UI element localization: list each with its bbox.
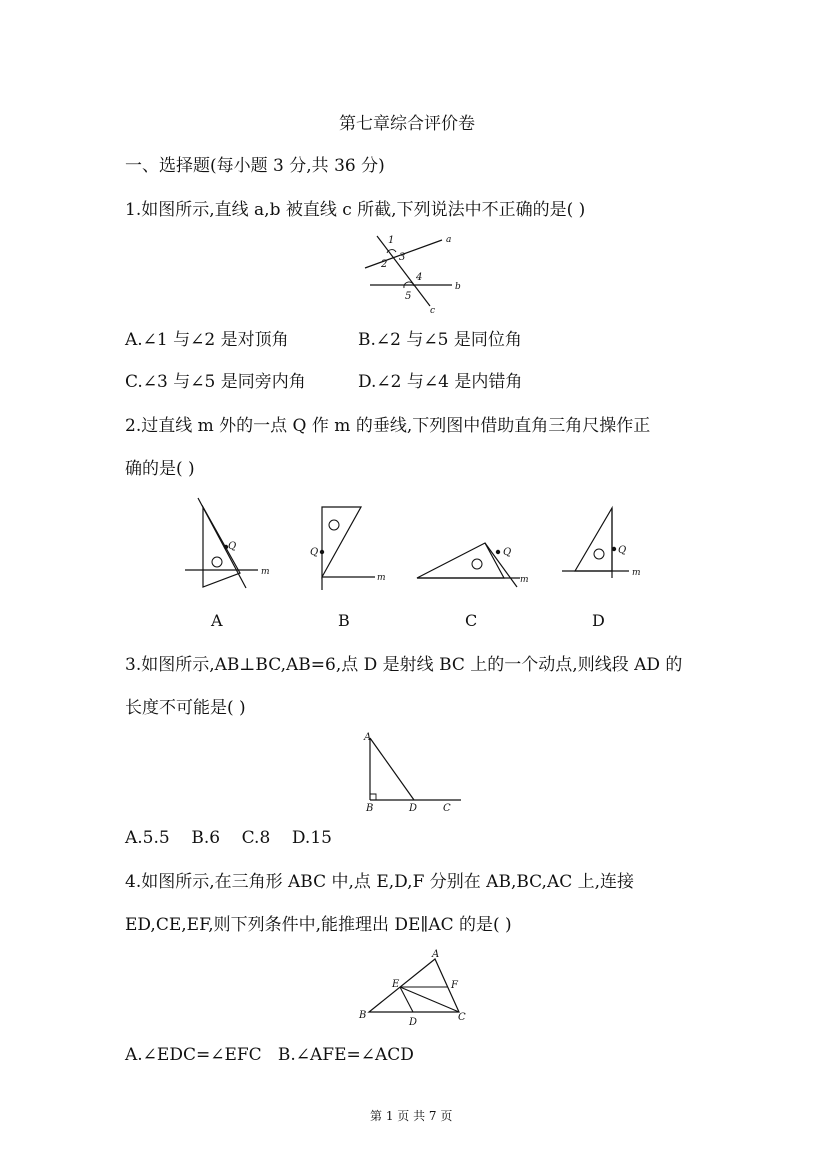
q2a-m-label: m (261, 567, 270, 577)
q3-stem-line2: 长度不可能是( ) (125, 698, 246, 718)
q2-figure-a (180, 495, 280, 595)
q1-option-a: A.∠1 与∠2 是对顶角 (125, 330, 289, 350)
q3-stem-line1: 3.如图所示,AB⊥BC,AB=6,点 D 是射线 BC 上的一个动点,则线段 AD 的 (125, 655, 683, 675)
q1-option-d: D.∠2 与∠4 是内错角 (358, 372, 523, 392)
q2a-q-label: Q (228, 541, 237, 552)
fig-label-5: 5 (405, 291, 412, 302)
q2c-q-label: Q (503, 547, 512, 558)
q4-label-f: F (451, 980, 458, 991)
q2-label-a: A (211, 611, 223, 630)
page-footer: 第 1 页 共 7 页 (370, 1109, 453, 1123)
fig-label-b: b (455, 282, 461, 292)
q3-label-a: A (364, 732, 372, 743)
page-title: 第七章综合评价卷 (339, 114, 475, 134)
fig-label-3: 3 (399, 252, 406, 263)
q2-label-c: C (465, 611, 478, 630)
q2-label-b: B (338, 611, 350, 630)
q3-options: A.5.5 B.6 C.8 D.15 (125, 828, 332, 848)
q4-stem-line2: ED,CE,EF,则下列条件中,能推理出 DE∥AC 的是( ) (125, 915, 512, 935)
q1-stem: 1.如图所示,直线 a,b 被直线 c 所截,下列说法中不正确的是( ) (125, 200, 586, 220)
q4-label-d: D (409, 1017, 418, 1028)
q3-figure (358, 730, 468, 815)
q2b-q-label: Q (310, 547, 319, 558)
q2-figure-d (557, 502, 652, 582)
q2-figure-b (305, 500, 405, 595)
q2d-m-label: m (632, 568, 641, 578)
section-heading: 一、选择题(每小题 3 分,共 36 分) (125, 156, 385, 176)
q3-label-c: C (443, 803, 451, 814)
fig-label-a: a (446, 235, 452, 245)
q2b-m-label: m (377, 573, 386, 583)
q4-label-b: B (359, 1010, 367, 1021)
q4-options: A.∠EDC=∠EFC B.∠AFE=∠ACD (125, 1045, 414, 1065)
fig-label-2: 2 (381, 259, 388, 270)
q1-option-c: C.∠3 与∠5 是同旁内角 (125, 372, 306, 392)
q2d-q-label: Q (618, 545, 627, 556)
q4-label-a: A (432, 949, 440, 960)
q2-label-d: D (592, 611, 605, 630)
q4-stem-line1: 4.如图所示,在三角形 ABC 中,点 E,D,F 分别在 AB,BC,AC 上,连接 (125, 872, 635, 892)
q2-figure-c (410, 535, 535, 595)
q4-label-c: C (458, 1012, 466, 1023)
q3-label-b: B (366, 803, 374, 814)
q2c-m-label: m (520, 575, 529, 585)
q1-option-b: B.∠2 与∠5 是同位角 (358, 330, 522, 350)
q4-label-e: E (392, 979, 400, 990)
fig-label-c: c (430, 306, 436, 316)
q4-figure (355, 945, 475, 1030)
fig-label-1: 1 (388, 235, 395, 246)
q3-label-d: D (409, 803, 418, 814)
q1-figure (360, 228, 470, 316)
q2-stem-line1: 2.过直线 m 外的一点 Q 作 m 的垂线,下列图中借助直角三角尺操作正 (125, 416, 651, 436)
q2-stem-line2: 确的是( ) (125, 459, 195, 479)
fig-label-4: 4 (416, 272, 423, 283)
